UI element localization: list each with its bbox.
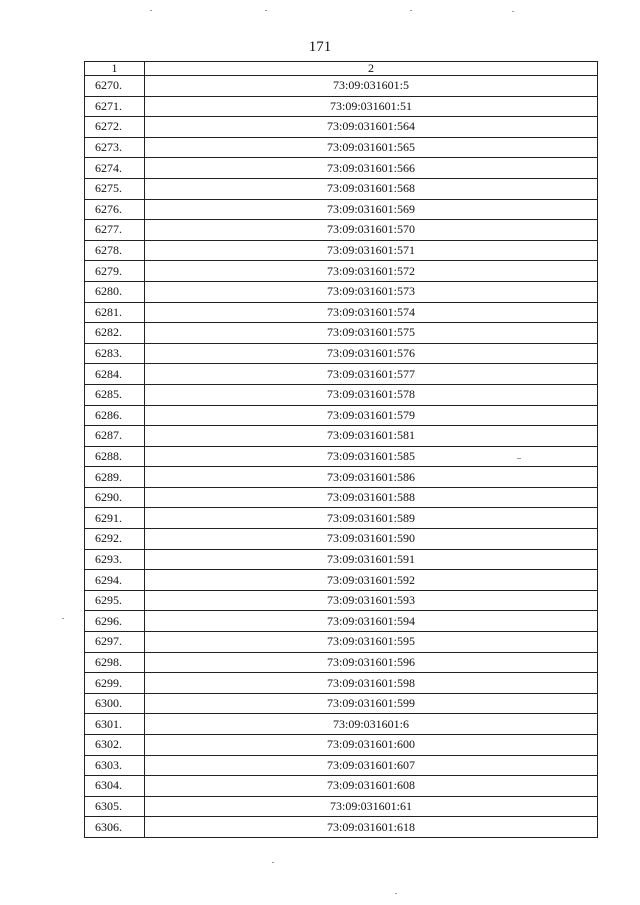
scan-speck — [395, 893, 397, 894]
cadastral-number: 73:09:031601:595 — [145, 632, 598, 653]
cadastral-number: 73:09:031601:570 — [145, 220, 598, 241]
table-row — [85, 302, 598, 323]
cadastral-number: 73:09:031601:593 — [145, 590, 598, 611]
table-row — [85, 261, 598, 282]
row-number: 6275. — [85, 178, 145, 199]
cadastral-number: 73:09:031601:569 — [145, 199, 598, 220]
row-number: 6278. — [85, 240, 145, 261]
row-number: 6282. — [85, 323, 145, 344]
row-number: 6291. — [85, 508, 145, 529]
table-row — [85, 673, 598, 694]
table-row — [85, 426, 598, 447]
table-row — [85, 735, 598, 756]
row-number: 6272. — [85, 117, 145, 138]
row-number: 6280. — [85, 281, 145, 302]
table-row — [85, 178, 598, 199]
row-number: 6289. — [85, 467, 145, 488]
cadastral-number: 73:09:031601:589 — [145, 508, 598, 529]
row-number: 6276. — [85, 199, 145, 220]
cadastral-number: 73:09:031601:565 — [145, 137, 598, 158]
row-number: 6306. — [85, 817, 145, 838]
row-number: 6277. — [85, 220, 145, 241]
table-row — [85, 467, 598, 488]
scan-speck — [265, 10, 267, 11]
table-row — [85, 76, 598, 97]
cadastral-number: 73:09:031601:573 — [145, 281, 598, 302]
table-row — [85, 714, 598, 735]
table-row — [85, 508, 598, 529]
row-number: 6302. — [85, 735, 145, 756]
table-row — [85, 281, 598, 302]
table-row — [85, 590, 598, 611]
cadastral-number: 73:09:031601:578 — [145, 384, 598, 405]
row-number: 6284. — [85, 364, 145, 385]
cadastral-number: 73:09:031601:600 — [145, 735, 598, 756]
cadastral-table — [84, 61, 598, 838]
cadastral-number: 73:09:031601:586 — [145, 467, 598, 488]
table-row — [85, 796, 598, 817]
column-header-1: 1 — [85, 62, 145, 76]
table-row — [85, 137, 598, 158]
cadastral-number: 73:09:031601:588 — [145, 487, 598, 508]
cadastral-number: 73:09:031601:568 — [145, 178, 598, 199]
cadastral-number: 73:09:031601:577 — [145, 364, 598, 385]
cadastral-number: 73:09:031601:574 — [145, 302, 598, 323]
row-number: 6304. — [85, 776, 145, 797]
row-number: 6283. — [85, 343, 145, 364]
table-row — [85, 776, 598, 797]
table-row — [85, 384, 598, 405]
scan-speck — [512, 11, 514, 12]
table-row — [85, 529, 598, 550]
table-row — [85, 405, 598, 426]
table-row — [85, 549, 598, 570]
table-row — [85, 117, 598, 138]
row-number: 6292. — [85, 529, 145, 550]
cadastral-number: 73:09:031601:575 — [145, 323, 598, 344]
table-row — [85, 158, 598, 179]
table-row — [85, 652, 598, 673]
scan-speck — [517, 458, 521, 459]
table-row — [85, 96, 598, 117]
cadastral-number: 73:09:031601:572 — [145, 261, 598, 282]
row-number: 6297. — [85, 632, 145, 653]
row-number: 6287. — [85, 426, 145, 447]
table-row — [85, 632, 598, 653]
table-header-row — [85, 62, 598, 76]
cadastral-number: 73:09:031601:618 — [145, 817, 598, 838]
row-number: 6300. — [85, 693, 145, 714]
row-number: 6286. — [85, 405, 145, 426]
table-row — [85, 693, 598, 714]
table-row — [85, 487, 598, 508]
table-row — [85, 611, 598, 632]
cadastral-number: 73:09:031601:608 — [145, 776, 598, 797]
row-number: 6295. — [85, 590, 145, 611]
row-number: 6270. — [85, 76, 145, 97]
scan-speck — [410, 10, 412, 11]
cadastral-number: 73:09:031601:591 — [145, 549, 598, 570]
table-row — [85, 323, 598, 344]
page-number: 171 — [308, 39, 332, 55]
scan-speck — [62, 618, 64, 619]
table-row — [85, 343, 598, 364]
row-number: 6303. — [85, 755, 145, 776]
table-row — [85, 570, 598, 591]
row-number: 6301. — [85, 714, 145, 735]
table-row — [85, 446, 598, 467]
cadastral-number: 73:09:031601:579 — [145, 405, 598, 426]
cadastral-number: 73:09:031601:581 — [145, 426, 598, 447]
cadastral-number: 73:09:031601:5 — [145, 76, 598, 97]
row-number: 6281. — [85, 302, 145, 323]
cadastral-number: 73:09:031601:576 — [145, 343, 598, 364]
cadastral-number: 73:09:031601:6 — [145, 714, 598, 735]
cadastral-number: 73:09:031601:590 — [145, 529, 598, 550]
cadastral-number: 73:09:031601:596 — [145, 652, 598, 673]
cadastral-number: 73:09:031601:571 — [145, 240, 598, 261]
cadastral-number: 73:09:031601:599 — [145, 693, 598, 714]
row-number: 6271. — [85, 96, 145, 117]
table-row — [85, 364, 598, 385]
cadastral-number: 73:09:031601:566 — [145, 158, 598, 179]
cadastral-number: 73:09:031601:607 — [145, 755, 598, 776]
table-row — [85, 220, 598, 241]
scan-speck — [150, 10, 152, 11]
row-number: 6296. — [85, 611, 145, 632]
cadastral-number: 73:09:031601:564 — [145, 117, 598, 138]
row-number: 6293. — [85, 549, 145, 570]
cadastral-number: 73:09:031601:61 — [145, 796, 598, 817]
row-number: 6288. — [85, 446, 145, 467]
table-row — [85, 817, 598, 838]
scan-speck — [272, 862, 274, 863]
row-number: 6273. — [85, 137, 145, 158]
cadastral-number: 73:09:031601:592 — [145, 570, 598, 591]
row-number: 6285. — [85, 384, 145, 405]
row-number: 6299. — [85, 673, 145, 694]
row-number: 6294. — [85, 570, 145, 591]
column-header-2: 2 — [145, 62, 598, 76]
row-number: 6290. — [85, 487, 145, 508]
cadastral-number: 73:09:031601:594 — [145, 611, 598, 632]
table-row — [85, 199, 598, 220]
cadastral-number: 73:09:031601:598 — [145, 673, 598, 694]
row-number: 6279. — [85, 261, 145, 282]
cadastral-number: 73:09:031601:585 — [145, 446, 598, 467]
row-number: 6298. — [85, 652, 145, 673]
row-number: 6305. — [85, 796, 145, 817]
table-body — [85, 76, 598, 838]
row-number: 6274. — [85, 158, 145, 179]
cadastral-number: 73:09:031601:51 — [145, 96, 598, 117]
table-row — [85, 240, 598, 261]
table-row — [85, 755, 598, 776]
